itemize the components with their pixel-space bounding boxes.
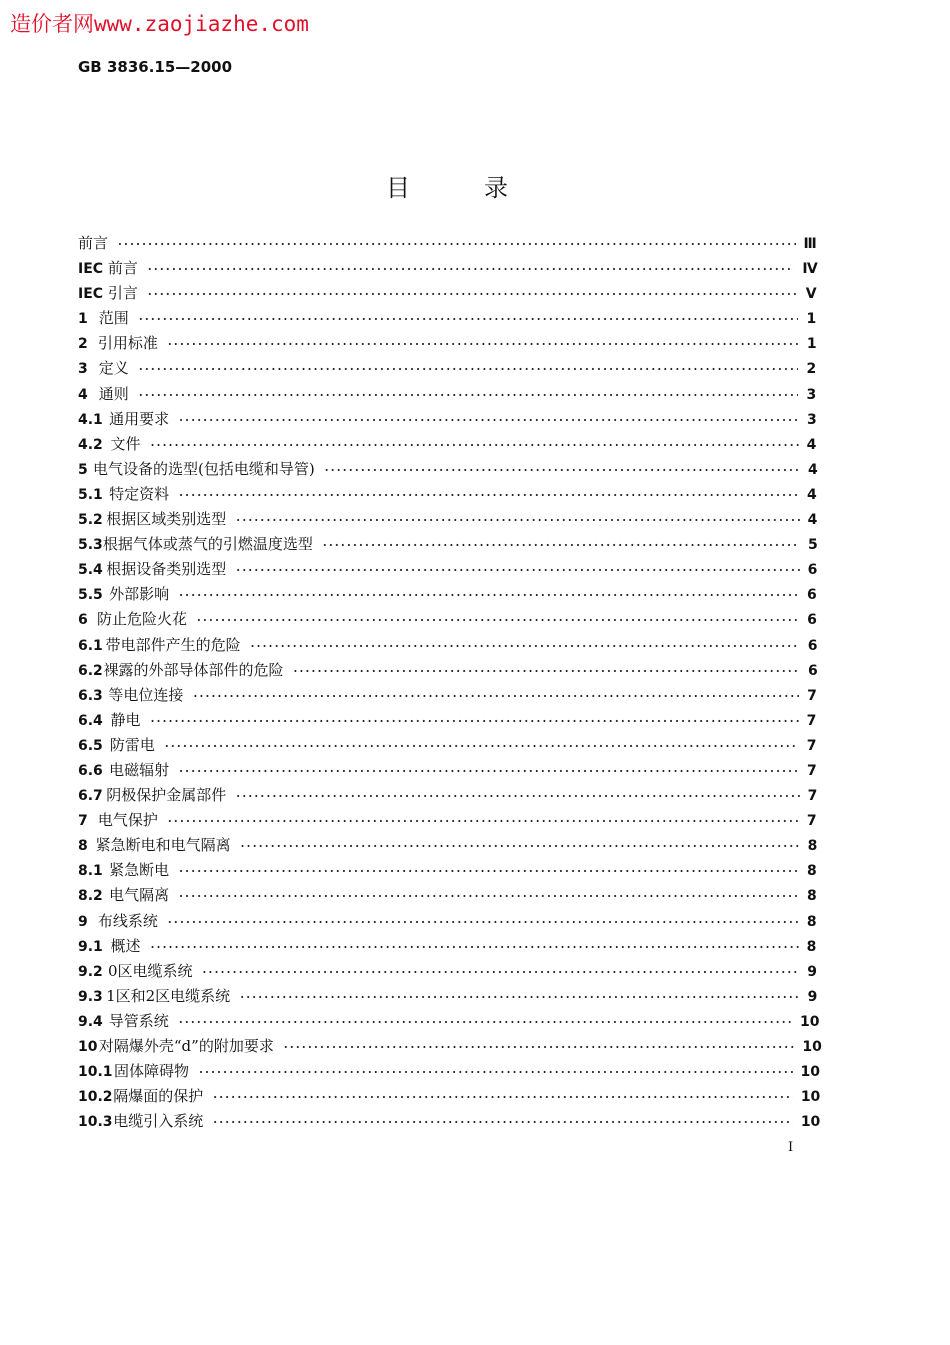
toc-entry-label: 电气保护 — [97, 811, 158, 830]
leader-dots — [139, 383, 799, 408]
leader-dots — [168, 332, 799, 357]
toc-entry-page: 6 — [808, 662, 818, 679]
toc-entry-label: 外部影响 — [109, 585, 170, 604]
toc-entry-label: 定义 — [98, 359, 129, 378]
toc-entry-label: 电气设备的选型(包括电缆和导管) — [92, 459, 315, 478]
toc-entry-label: 固体障碍物 — [114, 1062, 190, 1081]
toc-entry-label: 隔爆面的保护 — [113, 1087, 204, 1106]
leader-dots — [236, 784, 799, 809]
toc-entry-label: 防止危险火花 — [96, 610, 187, 629]
toc-entry-label: 通则 — [98, 384, 129, 403]
toc-entry-text: 引言 — [107, 284, 138, 303]
page-title — [386, 168, 508, 203]
toc-entry-page: 8 — [806, 913, 817, 930]
toc-entry — [78, 457, 818, 482]
leader-dots — [179, 408, 799, 433]
toc-entry-number: 5.3 — [78, 537, 103, 554]
toc-entry-number: 5.2 — [78, 512, 103, 529]
toc-entry — [78, 532, 818, 557]
toc-entry-page: 9 — [807, 988, 818, 1005]
toc-entry — [78, 808, 817, 833]
toc-entry — [78, 582, 817, 607]
toc-entry-page: 8 — [806, 863, 817, 880]
toc-entry — [78, 482, 817, 507]
toc-entry-number: 9.1 — [78, 938, 103, 955]
leader-dots — [323, 533, 800, 558]
toc-entry-label — [78, 281, 138, 307]
leader-dots — [151, 935, 799, 960]
toc-entry-page: 7 — [807, 788, 818, 805]
toc-entry-label: 紧急断电和电气隔离 — [95, 836, 231, 855]
toc-entry-number: 6.5 — [78, 737, 103, 754]
leader-dots — [213, 1110, 793, 1135]
toc-entry — [78, 1084, 821, 1109]
toc-entry — [78, 331, 817, 356]
toc-entry — [78, 733, 817, 758]
leader-dots — [213, 1085, 793, 1110]
toc-entry — [78, 708, 817, 733]
toc-entry-page: 4 — [806, 436, 817, 453]
toc-entry-page: 8 — [806, 938, 817, 955]
toc-entry-number: 10.3 — [78, 1114, 113, 1131]
toc-entry-label: 等电位连接 — [108, 685, 184, 704]
toc-entry-label: 根据区域类别选型 — [106, 510, 227, 529]
toc-entry-text: 前言 — [107, 259, 138, 278]
toc-entry-page: 7 — [806, 737, 817, 754]
toc-entry — [78, 407, 817, 432]
toc-entry-page: 8 — [806, 888, 817, 905]
toc-entry-number: 5.4 — [78, 562, 103, 579]
toc-entry-label: 引用标准 — [97, 334, 158, 353]
leader-dots — [241, 834, 800, 859]
toc-entry — [78, 984, 818, 1009]
toc-entry — [78, 833, 818, 858]
toc-entry — [78, 909, 817, 934]
toc-entry-label: 阴极保护金属部件 — [106, 786, 227, 805]
toc-entry-number: 6.4 — [78, 712, 103, 729]
table-of-contents — [78, 231, 822, 1134]
toc-entry-number: 9 — [78, 913, 88, 930]
toc-entry-label: 对隔爆外壳“d”的附加要求 — [98, 1037, 274, 1055]
toc-entry-page: 6 — [807, 637, 818, 654]
leader-dots — [151, 433, 799, 458]
toc-entry-page: 9 — [807, 963, 817, 980]
toc-entry-label: 文件 — [110, 434, 141, 453]
toc-entry-number: 8 — [78, 838, 88, 855]
toc-entry-number: 5.5 — [78, 587, 103, 604]
toc-entry-page: 3 — [806, 386, 817, 403]
leader-dots — [179, 583, 799, 608]
leader-dots — [148, 257, 795, 282]
leader-dots — [293, 659, 800, 684]
leader-dots — [197, 608, 799, 633]
toc-entry — [78, 507, 818, 532]
toc-entry-label: 静电 — [110, 710, 141, 729]
toc-entry-page: 10 — [802, 1039, 822, 1055]
toc-entry-number: 9.3 — [78, 988, 103, 1005]
toc-entry-label: 防雷电 — [109, 735, 155, 754]
toc-entry-number: 2 — [78, 336, 88, 353]
toc-entry — [78, 758, 817, 783]
leader-dots — [168, 809, 799, 834]
leader-dots — [179, 859, 799, 884]
toc-entry-number: 6.3 — [78, 687, 103, 704]
toc-entry-page: 7 — [807, 687, 817, 704]
leader-dots — [118, 232, 796, 257]
toc-entry-number: 1 — [78, 311, 88, 328]
toc-entry-page: 7 — [806, 712, 817, 729]
leader-dots — [179, 1010, 792, 1035]
toc-entry-label: 根据气体或蒸气的引燃温度选型 — [102, 535, 313, 554]
toc-entry-number: 4.1 — [78, 411, 103, 428]
toc-entry-number: 10 — [78, 1039, 98, 1055]
toc-entry-number: 6.7 — [78, 788, 103, 805]
toc-entry-number: 4 — [78, 386, 88, 403]
toc-entry-label: 导管系统 — [108, 1011, 169, 1030]
leader-dots — [139, 307, 799, 332]
leader-dots — [168, 910, 799, 935]
toc-entry-label: 裸露的外部导体部件的危险 — [103, 660, 284, 679]
toc-entry-page: 1 — [806, 336, 817, 353]
toc-entry-number: IEC — [78, 286, 104, 303]
toc-entry-label: 电磁辐射 — [109, 760, 170, 779]
toc-entry-number: 3 — [78, 361, 88, 378]
toc-entry-label: 1区和2区电缆系统 — [106, 986, 231, 1005]
toc-entry-page: 10 — [800, 1114, 821, 1131]
leader-dots — [251, 634, 800, 659]
leader-dots — [151, 709, 799, 734]
toc-entry-label: 电缆引入系统 — [113, 1112, 204, 1131]
toc-entry-number: 7 — [78, 813, 88, 830]
toc-entry-label: 特定资料 — [109, 484, 170, 503]
leader-dots — [179, 884, 799, 909]
toc-entry-label: 概述 — [110, 936, 141, 955]
toc-entry — [78, 281, 817, 306]
leader-dots — [179, 483, 799, 508]
toc-entry-number: 8.2 — [78, 888, 103, 905]
toc-entry — [78, 1009, 820, 1034]
toc-entry — [78, 1034, 822, 1059]
toc-entry — [78, 1109, 821, 1134]
toc-entry — [78, 959, 817, 984]
leader-dots — [165, 734, 799, 759]
toc-entry-page: 4 — [808, 461, 818, 478]
toc-entry-number: 8.1 — [78, 863, 103, 880]
toc-entry-label: 带电部件产生的危险 — [105, 635, 241, 654]
title-char: 目 — [386, 174, 410, 202]
toc-entry — [78, 382, 817, 407]
toc-entry-page: 10 — [800, 1013, 820, 1030]
leader-dots — [240, 985, 799, 1010]
toc-entry — [78, 557, 818, 582]
toc-entry-page: 4 — [806, 486, 817, 503]
toc-entry-page: V — [805, 286, 817, 303]
toc-entry-number: 6 — [78, 612, 88, 629]
leader-dots — [148, 282, 798, 307]
toc-entry-label: 电气隔离 — [109, 886, 170, 905]
leader-dots — [193, 684, 799, 709]
toc-entry-number: 9.4 — [78, 1013, 103, 1030]
watermark-text: 造价者网www.zaojiazhe.com — [10, 12, 309, 36]
toc-entry-number: 5.1 — [78, 486, 103, 503]
toc-entry-page: 5 — [808, 537, 818, 554]
leader-dots — [236, 508, 799, 533]
toc-entry-label — [78, 256, 138, 282]
toc-entry — [78, 356, 817, 381]
toc-entry-page: 1 — [806, 311, 817, 328]
toc-entry-label: 0区电缆系统 — [107, 961, 193, 980]
toc-entry — [78, 683, 817, 708]
toc-entry-page: 7 — [806, 762, 817, 779]
toc-entry-page: 6 — [806, 587, 817, 604]
toc-entry-page: 10 — [800, 1089, 821, 1106]
toc-entry — [78, 633, 818, 658]
toc-entry-number: 10.1 — [78, 1064, 113, 1081]
toc-entry-number: 5 — [78, 461, 88, 478]
leader-dots — [199, 1060, 792, 1085]
toc-entry-label: 前言 — [78, 234, 109, 252]
toc-entry-page: Ⅳ — [802, 261, 818, 278]
toc-entry — [78, 858, 817, 883]
toc-entry-label: 根据设备类别选型 — [106, 560, 227, 579]
toc-entry-number: 9.2 — [78, 963, 103, 980]
toc-entry-page: 2 — [806, 361, 817, 378]
toc-entry — [78, 934, 817, 959]
toc-entry-page: 10 — [800, 1064, 820, 1081]
leader-dots — [325, 458, 800, 483]
toc-entry — [78, 883, 817, 908]
toc-entry — [78, 783, 818, 808]
toc-entry-page: 6 — [807, 612, 817, 629]
leader-dots — [179, 759, 799, 784]
leader-dots — [236, 558, 799, 583]
toc-entry-label: 布线系统 — [97, 911, 158, 930]
toc-entry — [78, 306, 817, 331]
toc-entry — [78, 231, 817, 256]
toc-entry — [78, 1059, 820, 1084]
toc-entry-page: 4 — [807, 512, 818, 529]
toc-entry-page: 7 — [806, 813, 817, 830]
toc-entry — [78, 432, 817, 457]
page-number: I — [788, 1140, 794, 1155]
title-char: 录 — [484, 174, 508, 202]
toc-entry-number: 4.2 — [78, 436, 103, 453]
toc-entry-page: 8 — [807, 838, 818, 855]
toc-entry — [78, 658, 818, 683]
toc-entry-page: Ⅲ — [803, 236, 817, 252]
document-code: GB 3836.15—2000 — [78, 58, 233, 76]
toc-entry-number: 10.2 — [78, 1089, 113, 1106]
toc-entry-label: 范围 — [98, 309, 129, 328]
toc-entry-page: 3 — [806, 411, 817, 428]
toc-entry-number: IEC — [78, 261, 104, 278]
toc-entry-label: 通用要求 — [109, 409, 170, 428]
toc-entry-page: 6 — [807, 562, 818, 579]
toc-entry — [78, 256, 818, 281]
toc-entry — [78, 607, 817, 632]
toc-entry-number: 6.6 — [78, 762, 103, 779]
toc-entry-number: 6.1 — [78, 637, 103, 654]
leader-dots — [203, 960, 800, 985]
toc-entry-label: 紧急断电 — [109, 861, 170, 880]
leader-dots — [284, 1035, 795, 1060]
toc-entry-number: 6.2 — [78, 662, 103, 679]
leader-dots — [139, 357, 799, 382]
